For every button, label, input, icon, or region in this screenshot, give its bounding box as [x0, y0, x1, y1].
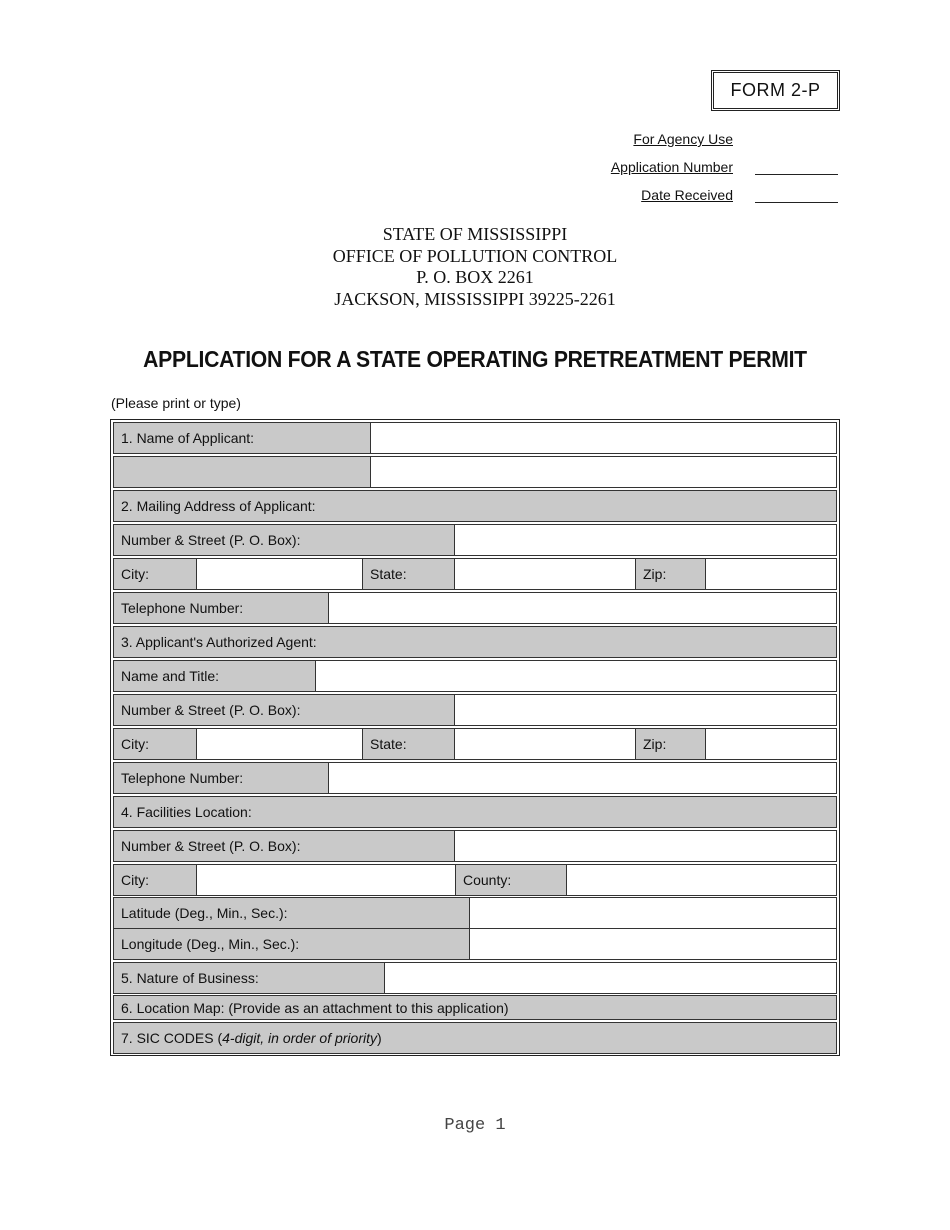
mailing-city-row: [113, 558, 837, 590]
page-number: Page 1: [444, 1116, 506, 1135]
applicant-name-blank-label: [113, 456, 371, 488]
agent-street-input[interactable]: [454, 694, 837, 726]
facility-city-label: City:: [113, 864, 197, 896]
address-line-1: STATE OF MISSISSIPPI: [382, 224, 568, 244]
agent-phone-row: [113, 762, 837, 794]
agent-street-label: Number & Street (P. O. Box):: [113, 694, 455, 726]
mailing-address-header-row: [113, 490, 837, 522]
mailing-street-input[interactable]: [454, 524, 837, 556]
facilities-location-header: 4. Facilities Location:: [113, 796, 837, 828]
applicant-name-input[interactable]: [370, 422, 837, 454]
mailing-city-label: City:: [113, 558, 197, 590]
agent-name-row: [113, 660, 837, 692]
facility-longitude-label: Longitude (Deg., Min., Sec.):: [113, 928, 470, 960]
print-instruction: (Please print or type): [111, 395, 241, 411]
agent-phone-input[interactable]: [328, 762, 837, 794]
facility-street-label: Number & Street (P. O. Box):: [113, 830, 455, 862]
mailing-address-header: 2. Mailing Address of Applicant:: [113, 490, 837, 522]
address-line-4: JACKSON, MISSISSIPPI 39225-2261: [334, 288, 616, 309]
facility-street-input[interactable]: [454, 830, 837, 862]
facility-county-label: County:: [455, 864, 567, 896]
nature-of-business-row: [113, 962, 837, 994]
agent-state-input[interactable]: [454, 728, 636, 760]
application-number-label: Application Number: [610, 159, 733, 175]
applicant-name-input-2[interactable]: [370, 456, 837, 488]
mailing-phone-label: Telephone Number:: [113, 592, 329, 624]
mailing-zip-label: Zip:: [635, 558, 706, 590]
facility-street-row: [113, 830, 837, 862]
mailing-state-input[interactable]: [454, 558, 636, 590]
authorized-agent-header: 3. Applicant's Authorized Agent:: [113, 626, 837, 658]
mailing-phone-input[interactable]: [328, 592, 837, 624]
applicant-name-label: 1. Name of Applicant:: [113, 422, 371, 454]
agent-state-label: State:: [362, 728, 455, 760]
mailing-zip-input[interactable]: [705, 558, 837, 590]
mailing-phone-row: [113, 592, 837, 624]
agent-city-row: [113, 728, 837, 760]
agent-city-label: City:: [113, 728, 197, 760]
agent-name-title-input[interactable]: [315, 660, 837, 692]
sic-codes-note: 4-digit, in order of priority: [222, 1030, 377, 1046]
date-received-label: Date Received: [641, 187, 733, 203]
sic-codes-header: [113, 1022, 837, 1054]
facility-city-input[interactable]: [196, 864, 456, 896]
address-line-3: P. O. BOX 2261: [416, 267, 534, 287]
facility-county-input[interactable]: [566, 864, 837, 896]
page-title: APPLICATION FOR A STATE OPERATING PRETREATMENT PERMIT: [143, 346, 807, 372]
facility-longitude-input[interactable]: [469, 928, 837, 960]
agent-street-row: [113, 694, 837, 726]
for-agency-use-label: For Agency Use: [633, 131, 733, 147]
facility-latitude-input[interactable]: [469, 897, 837, 929]
nature-of-business-input[interactable]: [384, 962, 837, 994]
mailing-street-label: Number & Street (P. O. Box):: [113, 524, 455, 556]
sic-codes-suffix: ): [376, 1030, 382, 1046]
facilities-location-header-row: [113, 796, 837, 828]
facility-latitude-row: [113, 897, 837, 929]
agent-city-input[interactable]: [196, 728, 363, 760]
location-map-row: [113, 995, 837, 1020]
agent-phone-label: Telephone Number:: [113, 762, 329, 794]
location-map-header: 6. Location Map: (Provide as an attachment to this application): [113, 995, 837, 1020]
sic-codes-row: [113, 1022, 837, 1054]
applicant-name-row-2: [113, 456, 837, 488]
office-address: [0, 224, 950, 310]
sic-codes-prefix: 7. SIC CODES (: [121, 1030, 223, 1046]
applicant-name-row: [113, 422, 837, 454]
nature-of-business-label: 5. Nature of Business:: [113, 962, 385, 994]
authorized-agent-header-row: [113, 626, 837, 658]
agent-zip-label: Zip:: [635, 728, 706, 760]
application-number-field[interactable]: [755, 174, 838, 175]
agent-name-title-label: Name and Title:: [113, 660, 316, 692]
address-line-2: OFFICE OF POLLUTION CONTROL: [332, 245, 618, 266]
mailing-street-row: [113, 524, 837, 556]
facility-city-row: [113, 864, 837, 896]
mailing-state-label: State:: [362, 558, 455, 590]
facility-longitude-row: [113, 928, 837, 960]
agent-zip-input[interactable]: [705, 728, 837, 760]
date-received-field[interactable]: [755, 202, 838, 203]
facility-latitude-label: Latitude (Deg., Min., Sec.):: [113, 897, 470, 929]
mailing-city-input[interactable]: [196, 558, 363, 590]
form-id-box: FORM 2-P: [711, 70, 840, 111]
